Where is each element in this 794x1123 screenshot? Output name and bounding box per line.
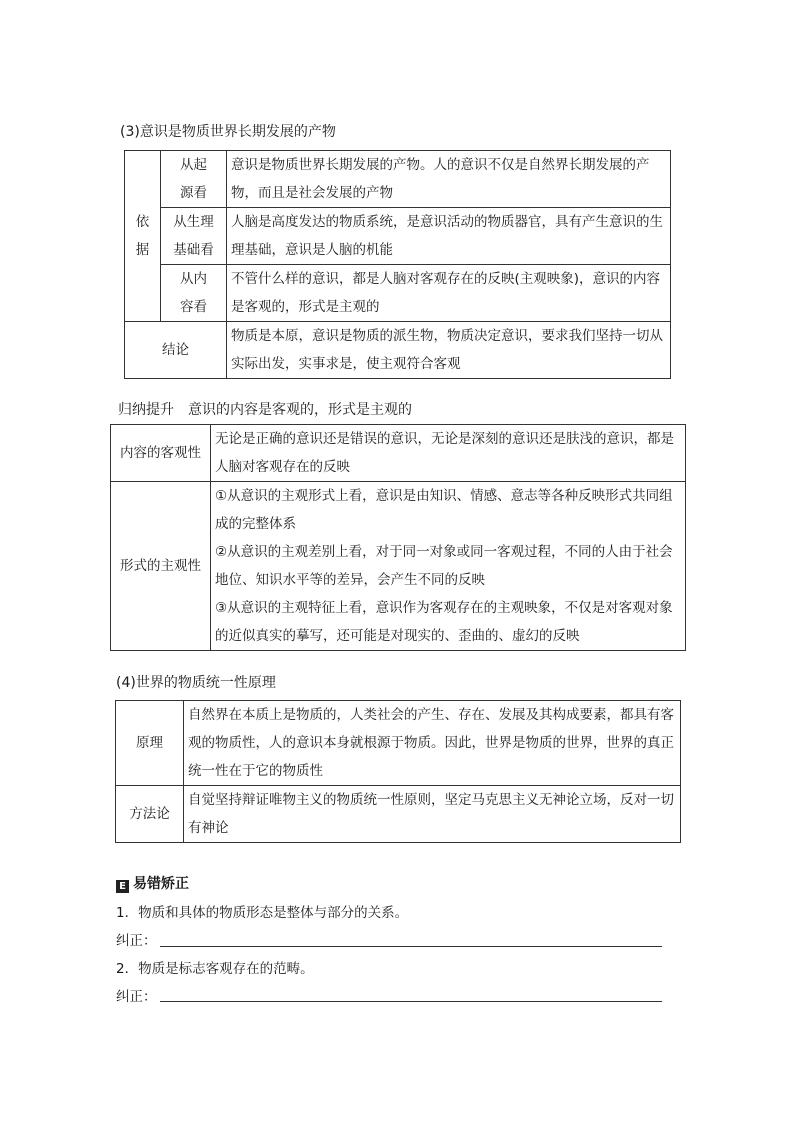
answer-line[interactable] bbox=[160, 1001, 662, 1002]
error-badge-icon: E bbox=[116, 880, 129, 893]
section4-title: (4)世界的物质统一性原理 bbox=[116, 675, 276, 691]
answer-line[interactable] bbox=[160, 946, 662, 947]
answer-label: 纠正： bbox=[116, 933, 157, 949]
conclusion-content: 物质是本原，意识是物质的派生物，物质决定意识，要求我们坚持一切从实际出发，实事求是，使主观符合客观 bbox=[227, 322, 671, 379]
conclusion-label: 结论 bbox=[125, 322, 227, 379]
answer-label: 纠正： bbox=[116, 989, 157, 1005]
summary-point: ①从意识的主观形式上看，意识是由知识、情感、意志等各种反映形式共同组成的完整体系 bbox=[215, 488, 673, 532]
section3-table bbox=[124, 150, 671, 379]
method-content: 自觉坚持辩证唯物主义的物质统一性原则，坚定马克思主义无神论立场，反对一切有神论 bbox=[184, 786, 681, 843]
summary-row-label: 形式的主观性 bbox=[111, 482, 211, 651]
section3-title: (3)意识是物质世界长期发展的产物 bbox=[120, 124, 336, 140]
row-content: 不管什么样的意识，都是人脑对客观存在的反映(主观映象)，意识的内容是客观的，形式是主观的 bbox=[227, 265, 671, 322]
method-label: 方法论 bbox=[116, 786, 184, 843]
summary-point: ③从意识的主观特征上看，意识作为客观存在的主观映象，不仅是对客观对象的近似真实的摹写，还可能是对现实的、歪曲的、虚幻的反映 bbox=[215, 600, 673, 644]
row-content: 人脑是高度发达的物质系统，是意识活动的物质器官，具有产生意识的生理基础，意识是人脑的机能 bbox=[227, 208, 671, 265]
row-content: 意识是物质世界长期发展的产物。人的意识不仅是自然界长期发展的产物，而且是社会发展的产物 bbox=[227, 151, 671, 208]
summary-row-content bbox=[211, 482, 686, 651]
summary-point: ②从意识的主观差别上看，对于同一对象或同一客观过程，不同的人由于社会地位、知识水平等的差异，会产生不同的反映 bbox=[215, 544, 673, 588]
principle-content: 自然界在本质上是物质的，人类社会的产生、存在、发展及其构成要素，都具有客观的物质性，人的意识本身就根源于物质。因此，世界是物质的世界，世界的真正统一性在于它的物质性 bbox=[184, 701, 681, 786]
error-question: 1．物质和具体的物质形态是整体与部分的关系。 bbox=[116, 905, 409, 921]
summary-row-label: 内容的客观性 bbox=[111, 425, 211, 482]
summary-title: 归纳提升 意识的内容是客观的，形式是主观的 bbox=[118, 402, 412, 418]
principle-label: 原理 bbox=[116, 701, 184, 786]
row-label: 从起 源看 bbox=[161, 151, 227, 208]
errors-heading bbox=[116, 874, 189, 894]
errors-title: 易错矫正 bbox=[133, 876, 189, 892]
summary-table bbox=[110, 424, 686, 651]
row-label: 从生理 基础看 bbox=[161, 208, 227, 265]
row-label: 从内 容看 bbox=[161, 265, 227, 322]
error-question: 2．物质是标志客观存在的范畴。 bbox=[116, 961, 314, 977]
summary-row-content: 无论是正确的意识还是错误的意识，无论是深刻的意识还是肤浅的意识，都是人脑对客观存在的反映 bbox=[211, 425, 686, 482]
section4-table bbox=[115, 700, 681, 843]
basis-label-char: 依 bbox=[135, 214, 150, 230]
basis-label-cell bbox=[125, 151, 161, 322]
basis-label-char: 据 bbox=[135, 242, 150, 258]
